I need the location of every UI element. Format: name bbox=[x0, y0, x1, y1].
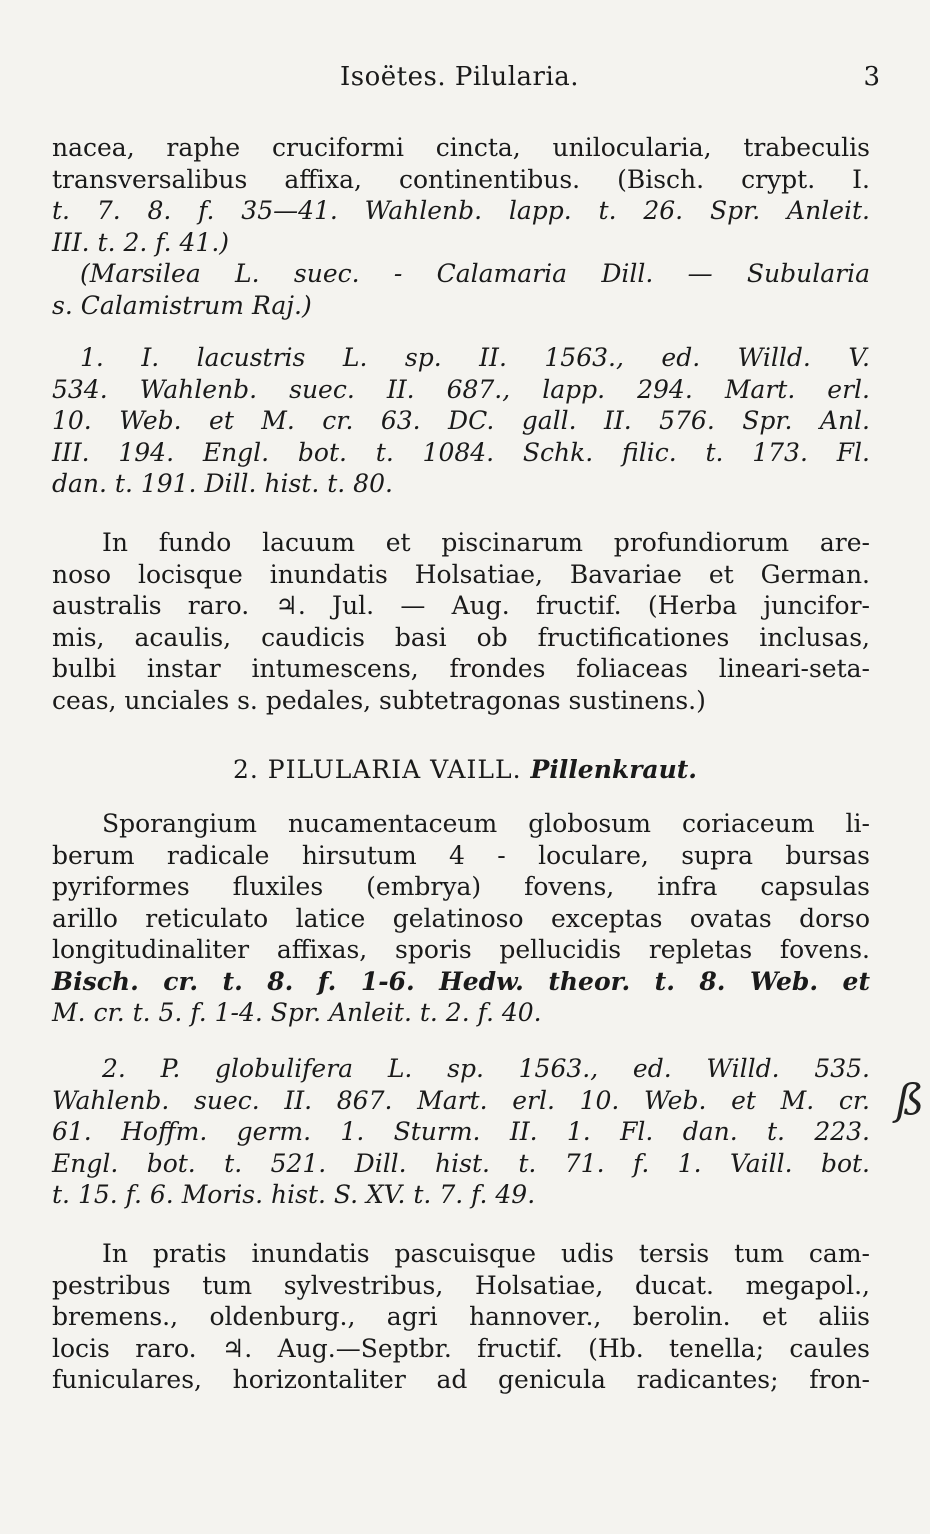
genus-name: 2. PILULARIA VAILL. bbox=[232, 755, 522, 784]
text-line: t. 7. 8. f. 35—41. Wahlenb. lapp. t. 26. Spr. Anleit. bbox=[52, 196, 870, 225]
text-line: locis raro. ♃. Aug.—Septbr. fructif. (Hb. tenella; caules bbox=[52, 1333, 870, 1363]
text-line: nacea, raphe cruciformi cincta, unilocularia, trabeculis bbox=[52, 133, 870, 162]
text-line: pyriformes fluxiles (embrya) fovens, infra capsulas bbox=[52, 872, 870, 901]
text-line: dan. t. 191. Dill. hist. t. 80. bbox=[52, 469, 393, 498]
text-line: 61. Hoffm. germ. 1. Sturm. II. 1. Fl. dan. t. 223. bbox=[52, 1117, 870, 1146]
text-line: pestribus tum sylvestribus, Holsatiae, ducat. megapol., bbox=[52, 1270, 870, 1300]
handwritten-margin-note: ß bbox=[895, 1075, 924, 1124]
text-line: Bisch. cr. t. 8. f. 1-6. Hedw. theor. t. 8. Web. et bbox=[52, 966, 870, 996]
text-line: australis raro. ♃. Jul. — Aug. fructif. (Herba juncifor- bbox=[52, 591, 870, 620]
text-line: t. 15. f. 6. Moris. hist. S. XV. t. 7. f. 49. bbox=[52, 1180, 536, 1209]
isoetes-description-end bbox=[52, 132, 870, 321]
pilularia-description bbox=[52, 808, 870, 1029]
text-line: bremens., oldenburg., agri hannover., berolin. et aliis bbox=[52, 1302, 870, 1331]
text-line: berum radicale hirsutum 4 - loculare, supra bursas bbox=[52, 840, 870, 870]
text-line: (Marsilea L. suec. - Calamaria Dill. — Subularia bbox=[80, 259, 870, 288]
text-line: mis, acaulis, caudicis basi ob fructificationes inclusas, bbox=[52, 622, 870, 652]
text-line: arillo reticulato latice gelatinoso exceptas ovatas dorso bbox=[52, 903, 870, 933]
running-title: Isoëtes. Pilularia. bbox=[340, 62, 580, 92]
text-line: In fundo lacuum et piscinarum profundiorum are- bbox=[102, 528, 870, 557]
text-line: noso locisque inundatis Holsatiae, Bavariae et German. bbox=[52, 559, 870, 589]
text-line: Sporangium nucamentaceum globosum coriaceum li- bbox=[102, 809, 870, 838]
page-number: 3 bbox=[863, 62, 880, 92]
genus-heading bbox=[0, 755, 930, 784]
text-line: transversalibus affixa, continentibus. (Bisch. crypt. I. bbox=[52, 164, 870, 194]
pilularia-habitat bbox=[52, 1238, 870, 1396]
text-line: III. 194. Engl. bot. t. 1084. Schk. filic. t. 173. Fl. bbox=[52, 437, 870, 467]
isoetes-habitat bbox=[52, 527, 870, 716]
text-line: 10. Web. et M. cr. 63. DC. gall. II. 576. Spr. Anl. bbox=[52, 406, 870, 435]
text-line: III. t. 2. f. 41.) bbox=[52, 227, 230, 257]
text-line: 1. I. lacustris L. sp. II. 1563., ed. Willd. V. bbox=[80, 343, 870, 372]
text-line: Engl. bot. t. 521. Dill. hist. t. 71. f. 1. Vaill. bot. bbox=[52, 1148, 870, 1178]
isoetes-lacustris-synonymy bbox=[52, 342, 870, 500]
genus-german-name: Pillenkraut. bbox=[530, 755, 698, 784]
text-line: ceas, unciales s. pedales, subtetragonas sustinens.) bbox=[52, 685, 706, 715]
text-line: 534. Wahlenb. suec. II. 687., lapp. 294. Mart. erl. bbox=[52, 374, 870, 404]
text-line: s. Calamistrum Raj.) bbox=[52, 290, 312, 320]
text-line: In pratis inundatis pascuisque udis tersis tum cam- bbox=[102, 1239, 870, 1268]
page-header bbox=[50, 62, 880, 102]
text-line: 2. P. globulifera L. sp. 1563., ed. Willd. 535. bbox=[102, 1054, 870, 1083]
text-line: M. cr. t. 5. f. 1-4. Spr. Anleit. t. 2. f. 40. bbox=[52, 998, 542, 1027]
pilularia-globulifera-synonymy bbox=[52, 1053, 870, 1211]
text-line: longitudinaliter affixas, sporis pellucidis repletas fovens. bbox=[52, 935, 870, 964]
text-line: funiculares, horizontaliter ad genicula radicantes; fron- bbox=[52, 1365, 870, 1394]
text-line: Wahlenb. suec. II. 867. Mart. erl. 10. Web. et M. cr. bbox=[52, 1085, 870, 1115]
text-line: bulbi instar intumescens, frondes foliaceas lineari-seta- bbox=[52, 654, 870, 683]
